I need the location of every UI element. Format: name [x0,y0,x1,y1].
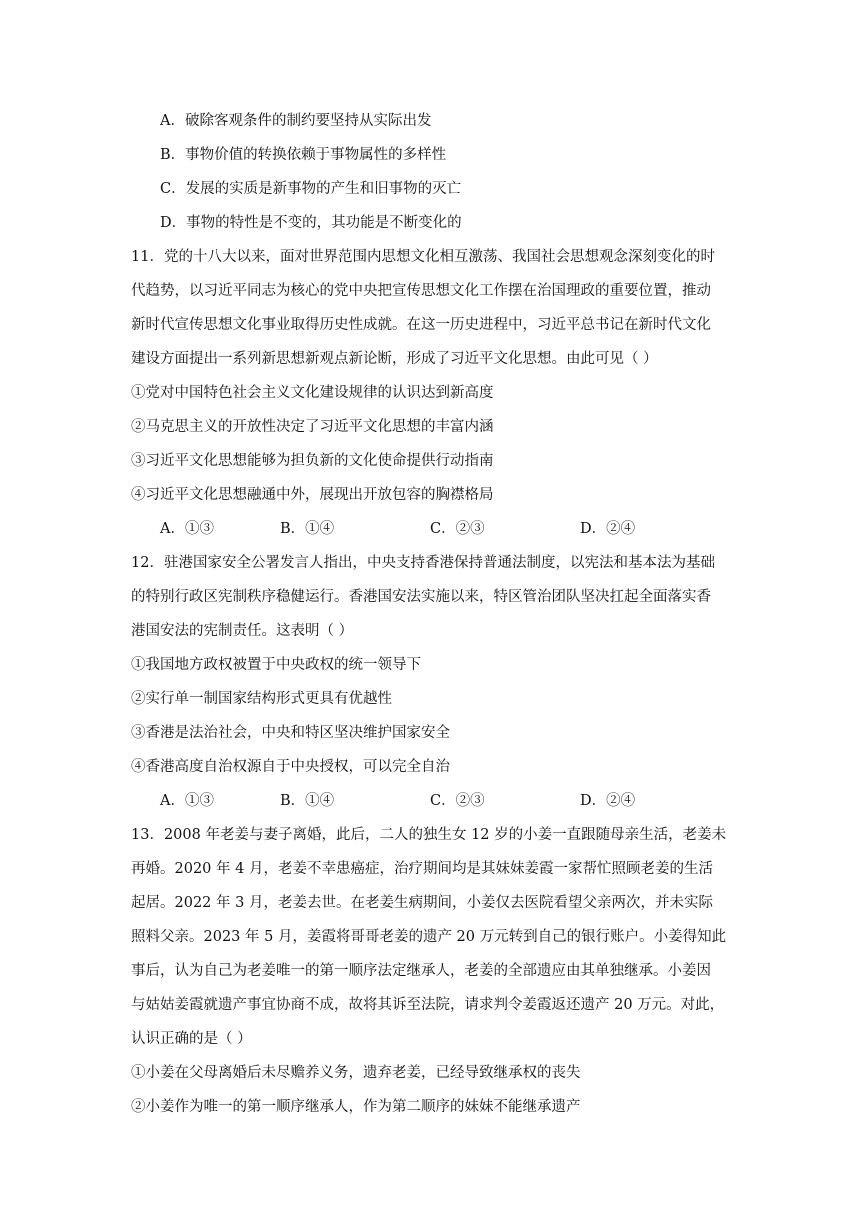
q10-option-a: A．破除客观条件的制约要坚持从实际出发 [160,113,432,129]
q12-statement: ②实行单一制国家结构形式更具有优越性 [131,691,392,707]
q13-stem-line: 起居。2022 年 3 月，老姜去世。在老姜生病期间，小姜仅去医院看望父亲两次，并未实际 [131,895,713,911]
q12-choice-a: A．①③ [160,793,214,809]
q11-choices [160,519,720,539]
q11-stem-line: 新时代宣传思想文化事业取得历史性成就。在这一历史进程中，习近平总书记在新时代文化 [131,317,711,333]
q12-stem-line: 港国安法的宪制责任。这表明（ ） [131,623,354,639]
q11-choice-c: C．②③ [430,521,485,537]
q12-statement: ④香港高度自治权源自于中央授权，可以完全自治 [131,759,450,775]
q13-statement: ②小姜作为唯一的第一顺序继承人，作为第二顺序的妹妹不能继承遗产 [131,1099,581,1115]
q11-stem-line: 建设方面提出一系列新思想新观点新论断，形成了习近平文化思想。由此可见（ ） [131,351,658,367]
q12-choice-c: C．②③ [430,793,485,809]
q11-choice-a: A．①③ [160,521,214,537]
q10-option-b: B．事物价值的转换依赖于事物属性的多样性 [160,147,447,163]
q12-choice-d: D．②④ [580,793,636,809]
q12-stem-line: 12．驻港国家安全公署发言人指出，中央支持香港保持普通法制度，以宪法和基本法为基础 [131,555,715,571]
q12-stem-line: 的特别行政区宪制秩序稳健运行。香港国安法实施以来，特区管治团队坚决扛起全面落实香 [131,589,711,605]
q11-stem-line: 11．党的十八大以来，面对世界范围内思想文化相互激荡、我国社会思想观念深刻变化的时 [131,249,715,265]
q10-option-d: D．事物的特性是不变的，其功能是不断变化的 [160,215,462,231]
q13-stem-line: 认识正确的是（ ） [131,1031,252,1047]
q12-choice-b: B．①④ [280,793,335,809]
q13-stem-line: 与姑姑姜霞就遗产事宜协商不成，故将其诉至法院，请求判令姜霞返还遗产 20 万元。对此， [131,997,725,1013]
q13-stem-line: 照料父亲。2023 年 5 月，姜霞将哥哥老姜的遗产 20 万元转到自己的银行账户。小姜得知此 [131,929,727,945]
q11-statement: ④习近平文化思想融通中外，展现出开放包容的胸襟格局 [131,487,494,503]
q11-stem-line: 代趋势，以习近平同志为核心的党中央把宣传思想文化工作摆在治国理政的重要位置，推动 [131,283,711,299]
q13-stem-line: 13．2008 年老姜与妻子离婚，此后，二人的独生女 12 岁的小姜一直跟随母亲生活，老姜未 [131,827,727,843]
q13-stem-line: 再婚。2020 年 4 月，老姜不幸患癌症，治疗期间均是其妹妹姜霞一家帮忙照顾老姜的生活 [131,861,713,877]
q13-statement: ①小姜在父母离婚后未尽赡养义务，遗弃老姜，已经导致继承权的丧失 [131,1065,581,1081]
q13-stem-line: 事后，认为自己为老姜唯一的第一顺序法定继承人，老姜的全部遗应由其单独继承。小姜因 [131,963,711,979]
q12-statement: ①我国地方政权被置于中央政权的统一领导下 [131,657,421,673]
q11-statement: ②马克思主义的开放性决定了习近平文化思想的丰富内涵 [131,419,494,435]
q11-choice-d: D．②④ [580,521,636,537]
q12-choices [160,791,720,811]
q11-statement: ①党对中国特色社会主义文化建设规律的认识达到新高度 [131,385,494,401]
q11-choice-b: B．①④ [280,521,335,537]
q11-statement: ③习近平文化思想能够为担负新的文化使命提供行动指南 [131,453,494,469]
q12-statement: ③香港是法治社会，中央和特区坚决维护国家安全 [131,725,450,741]
q10-option-c: C．发展的实质是新事物的产生和旧事物的灭亡 [160,181,462,197]
